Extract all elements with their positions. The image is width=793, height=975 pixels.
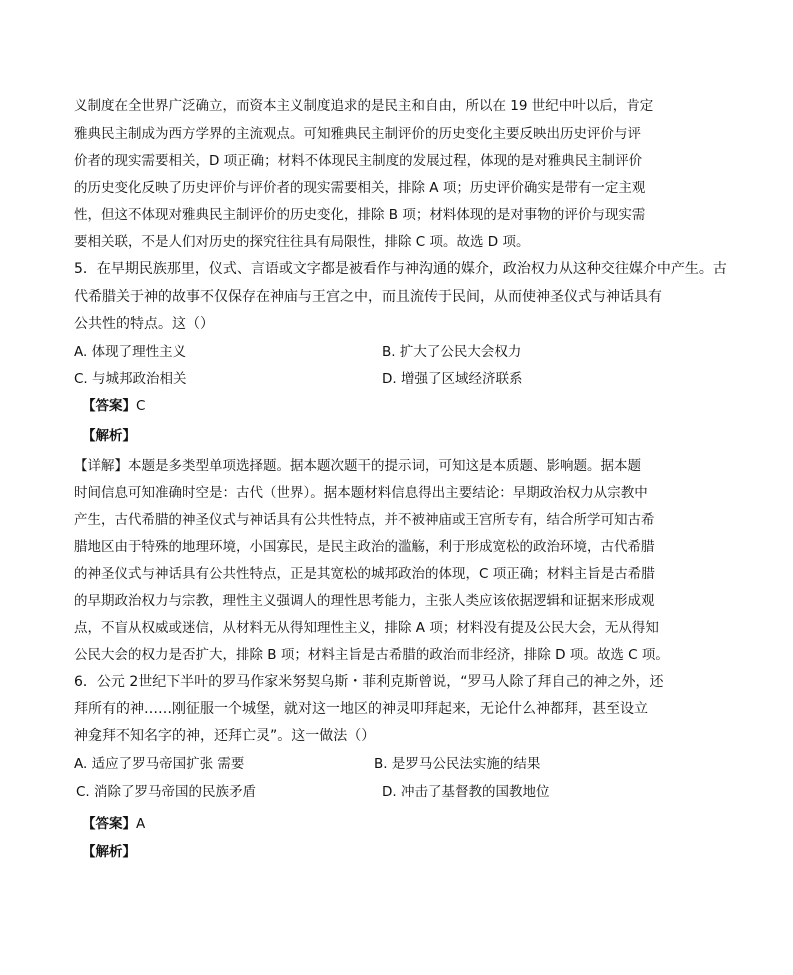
prev-analysis-line-2: 雅典民主制成为西方学界的主流观点。可知雅典民主制评价的历史变化主要反映出历史评价与评 xyxy=(74,126,641,142)
q5-detail-line-2: 时间信息可知准确时空是：古代（世界）。据本题材料信息得出主要结论：早期政治权力从宗教中 xyxy=(74,485,648,501)
q5-option-d: D. 增强了区域经济联系 xyxy=(382,371,523,387)
q6-stem-line-3: 神龛拜不知名字的神，还拜亡灵”。这一做法（） xyxy=(74,728,376,744)
prev-analysis-line-6: 要相关联，不是人们对历史的探究往往具有局限性，排除 C 项。故选 D 项。 xyxy=(74,234,530,250)
q6-stem-line-1: 6．公元 2世纪下半叶的罗马作家米努契乌斯・菲利克斯曾说，“罗马人除了拜自己的神之外，还 xyxy=(74,674,664,690)
prev-analysis-line-4: 的历史变化反映了历史评价与评价者的现实需要相关，排除 A 项；历史评价确实是带有一定主观 xyxy=(74,180,646,196)
q6-answer-value: A xyxy=(136,816,146,832)
q5-detail-line-8: 公民大会的权力是否扩大，排除 B 项；材料主旨是古希腊的政治而非经济，排除 D 项。故选 C 项。 xyxy=(74,647,669,663)
q5-analysis-label: 【解析】 xyxy=(82,428,136,444)
prev-analysis-line-5: 性，但这不体现对雅典民主制评价的历史变化，排除 B 项；材料体现的是对事物的评价与现实需 xyxy=(74,207,646,223)
q5-stem-line-1: 5．在早期民族那里，仪式、言语或文字都是被看作与神沟通的媒介，政治权力从这种交往媒介中产生。古 xyxy=(74,261,727,277)
q6-stem-line-2: 拜所有的神……刚征服一个城堡，就对这一地区的神灵叩拜起来，无论什么神都拜，甚至设立 xyxy=(74,701,648,717)
q5-detail-line-7: 点，不盲从权威或迷信，从材料无从得知理性主义，排除 A 项；材料没有提及公民大会，无从得知 xyxy=(74,620,659,636)
q6-option-c: C. 消除了罗马帝国的民族矛盾 xyxy=(76,784,257,800)
q5-option-a: A. 体现了理性主义 xyxy=(74,344,187,360)
q5-option-b: B. 扩大了公民大会权力 xyxy=(382,344,522,360)
q5-detail-line-3: 产生，古代希腊的神圣仪式与神话具有公共性特点，并不被神庙或王宫所专有，结合所学可知古希 xyxy=(74,512,655,528)
q5-stem-line-2: 代希腊关于神的故事不仅保存在神庙与王宫之中，而且流传于民间，从而使神圣仪式与神话具有 xyxy=(74,289,662,305)
q5-detail-line-1: 【详解】本题是多类型单项选择题。据本题次题干的提示词，可知这是本质题、影响题。据本题 xyxy=(74,458,641,474)
q5-answer-label: 【答案】 xyxy=(82,398,136,414)
q5-answer xyxy=(82,396,145,416)
q6-option-a: A. 适应了罗马帝国扩张 需要 xyxy=(74,756,245,772)
q5-stem-line-3: 公共性的特点。这（） xyxy=(74,316,214,332)
q5-detail-line-5: 的神圣仪式与神话具有公共性特点，正是其宽松的城邦政治的体现，C 项正确；材料主旨是古希腊 xyxy=(74,566,655,582)
q5-option-c: C. 与城邦政治相关 xyxy=(74,371,187,387)
q6-analysis-label: 【解析】 xyxy=(82,844,136,860)
q5-answer-value: C xyxy=(136,398,146,414)
q5-detail-line-6: 的早期政治权力与宗教，理性主义强调人的理性思考能力，主张人类应该依据逻辑和证据来形成观 xyxy=(74,593,655,609)
q6-answer-label: 【答案】 xyxy=(82,816,136,832)
prev-analysis-line-3: 价者的现实需要相关，D 项正确；材料不体现民主制度的发展过程，体现的是对雅典民主制评价 xyxy=(74,153,643,169)
q6-option-b: B. 是罗马公民法实施的结果 xyxy=(374,756,541,772)
prev-analysis-line-1: 义制度在全世界广泛确立，而资本主义制度追求的是民主和自由，所以在 19 世纪中叶以后，肯定 xyxy=(74,98,654,114)
q6-answer xyxy=(82,814,145,834)
q6-option-d: D. 冲击了基督教的国教地位 xyxy=(382,784,550,800)
q5-detail-line-4: 腊地区由于特殊的地理环境，小国寡民，是民主政治的滥觞，利于形成宽松的政治环境，古代希腊 xyxy=(74,539,655,555)
